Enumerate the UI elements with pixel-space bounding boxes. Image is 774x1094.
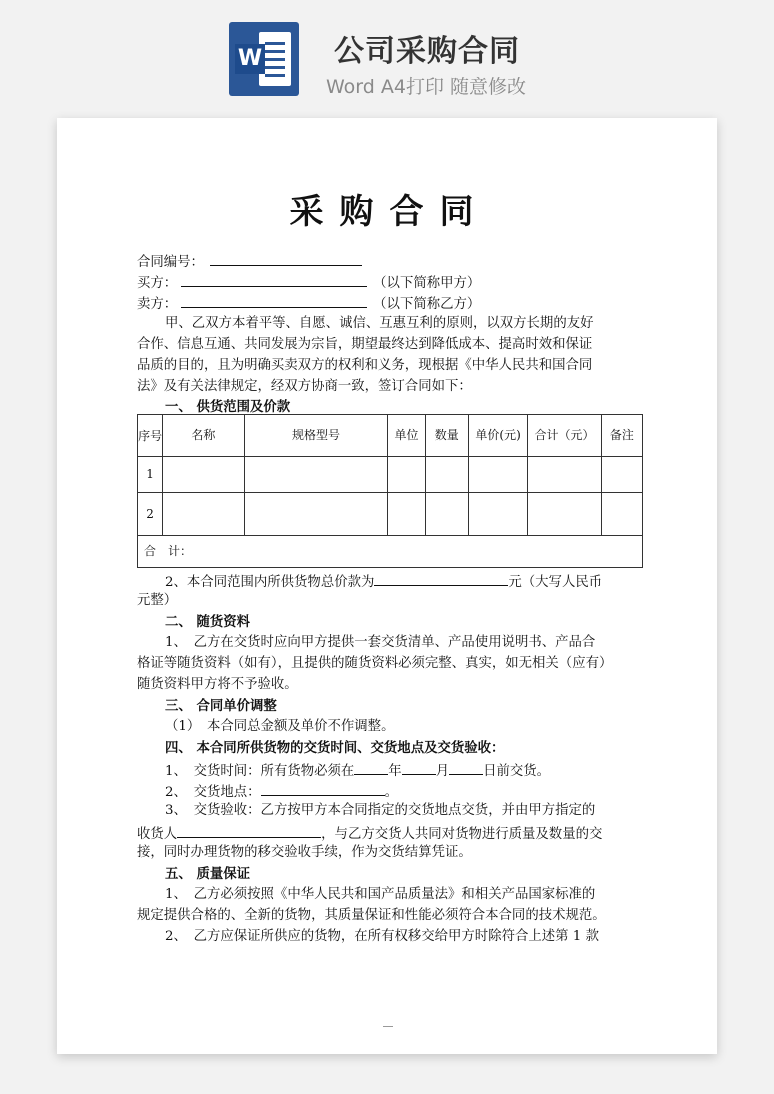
row-number: 1 bbox=[138, 457, 163, 493]
table-header: 规格型号 bbox=[244, 415, 388, 457]
preview-header bbox=[0, 0, 774, 112]
section-heading: 四、 本合同所供货物的交货时间、交货地点及交货验收： bbox=[165, 740, 505, 756]
table-cell[interactable] bbox=[163, 457, 244, 493]
word-letter: W bbox=[235, 44, 265, 74]
delivery-time-label: 1、 交货时间：所有货物必须在 bbox=[165, 764, 355, 779]
seller-note: （以下简称乙方） bbox=[373, 297, 481, 312]
receiver-rest: ，与乙方交货人共同对货物进行质量及数量的交 bbox=[321, 827, 603, 842]
document-page bbox=[57, 118, 717, 1054]
paragraph-line: 1、 乙方必须按照《中华人民共和国产品质量法》和相关产品国家标准的 bbox=[165, 887, 596, 902]
table-cell[interactable] bbox=[468, 493, 527, 536]
month-blank[interactable] bbox=[402, 759, 436, 775]
table-cell[interactable] bbox=[388, 457, 425, 493]
receiver-label: 收货人 bbox=[137, 827, 178, 842]
contract-no-blank[interactable] bbox=[210, 250, 362, 266]
receiver-line bbox=[137, 822, 602, 845]
table-header: 数量 bbox=[425, 415, 468, 457]
total-price-prefix: 2、本合同范围内所供货物总价款为 bbox=[165, 575, 375, 590]
total-price-suffix: 元（大写人民币 bbox=[508, 575, 603, 590]
day-label: 日前交货。 bbox=[483, 764, 551, 779]
table-total-label: 合 计： bbox=[138, 536, 643, 568]
month-label: 月 bbox=[435, 764, 450, 779]
intro-line: 法》及有关法律规定，经双方协商一致，签订合同如下： bbox=[137, 379, 472, 394]
delivery-place-end: 。 bbox=[384, 785, 398, 800]
table-cell[interactable] bbox=[425, 457, 468, 493]
section-heading: 三、 合同单价调整 bbox=[165, 698, 277, 714]
year-label: 年 bbox=[388, 764, 402, 779]
table-cell[interactable] bbox=[601, 457, 642, 493]
total-price-blank[interactable] bbox=[374, 570, 508, 586]
table-header: 合计（元） bbox=[528, 415, 601, 457]
seller-label: 卖方： bbox=[137, 297, 178, 312]
table-row bbox=[138, 493, 643, 536]
table-cell[interactable] bbox=[425, 493, 468, 536]
receiver-blank[interactable] bbox=[177, 822, 321, 838]
table-cell[interactable] bbox=[388, 493, 425, 536]
table-cell[interactable] bbox=[163, 493, 244, 536]
document-title: 采购合同 bbox=[289, 192, 490, 232]
paragraph-line: （1） 本合同总金额及单价不作调整。 bbox=[165, 719, 395, 734]
section-heading: 五、 质量保证 bbox=[165, 866, 251, 882]
total-price-line bbox=[165, 570, 602, 593]
delivery-place-label: 2、 交货地点： bbox=[165, 785, 261, 800]
paragraph-line: 规定提供合格的、全新的货物，其质量保证和性能必须符合本合同的技术规范。 bbox=[137, 908, 606, 923]
table-cell[interactable] bbox=[528, 457, 601, 493]
buyer-blank[interactable] bbox=[181, 271, 367, 287]
section-heading: 一、 供货范围及价款 bbox=[165, 399, 291, 415]
contract-no-line bbox=[137, 250, 362, 273]
paragraph-line: 接，同时办理货物的移交验收手续，作为交货结算凭证。 bbox=[137, 845, 472, 860]
table-cell[interactable] bbox=[601, 493, 642, 536]
paragraph-line: 2、 乙方应保证所供应的货物，在所有权移交给甲方时除符合上述第 1 款 bbox=[165, 929, 599, 944]
seller-line bbox=[137, 292, 480, 315]
delivery-time-line bbox=[165, 759, 550, 782]
table-cell[interactable] bbox=[468, 457, 527, 493]
year-blank[interactable] bbox=[354, 759, 388, 775]
word-app-icon bbox=[229, 22, 299, 96]
goods-table bbox=[137, 414, 643, 568]
table-row bbox=[138, 457, 643, 493]
table-total-row bbox=[138, 536, 643, 568]
table-header: 序号 bbox=[138, 415, 163, 457]
template-title: 公司采购合同 bbox=[334, 34, 520, 69]
page-number-mark bbox=[383, 1026, 393, 1027]
intro-line: 品质的目的，且为明确买卖双方的权利和义务，现根据《中华人民共和国合同 bbox=[137, 358, 593, 373]
template-subtitle: Word A4打印 随意修改 bbox=[326, 76, 527, 98]
table-cell[interactable] bbox=[244, 457, 388, 493]
intro-line: 合作、信息互通、共同发展为宗旨，期望最终达到降低成本、提高时效和保证 bbox=[137, 337, 593, 352]
total-price-line2: 元整） bbox=[137, 593, 178, 608]
section-heading: 二、 随货资料 bbox=[165, 614, 251, 630]
table-header: 备注 bbox=[601, 415, 642, 457]
contract-no-label: 合同编号： bbox=[137, 255, 204, 270]
delivery-place-blank[interactable] bbox=[261, 780, 385, 796]
paragraph-line: 3、 交货验收：乙方按甲方本合同指定的交货地点交货，并由甲方指定的 bbox=[165, 803, 596, 818]
table-cell[interactable] bbox=[528, 493, 601, 536]
buyer-note: （以下简称甲方） bbox=[373, 276, 481, 291]
paragraph-line: 1、 乙方在交货时应向甲方提供一套交货清单、产品使用说明书、产品合 bbox=[165, 635, 596, 650]
paragraph-line: 格证等随货资料（如有），且提供的随货资料必须完整、真实，如无相关（应有） bbox=[137, 656, 613, 671]
table-header: 单位 bbox=[388, 415, 425, 457]
table-header: 单价(元) bbox=[468, 415, 527, 457]
seller-blank[interactable] bbox=[181, 292, 367, 308]
buyer-line bbox=[137, 271, 480, 294]
table-header: 名称 bbox=[163, 415, 244, 457]
row-number: 2 bbox=[138, 493, 163, 536]
table-header-row bbox=[138, 415, 643, 457]
delivery-place-line bbox=[165, 780, 398, 803]
day-blank[interactable] bbox=[449, 759, 483, 775]
table-cell[interactable] bbox=[244, 493, 388, 536]
buyer-label: 买方： bbox=[137, 276, 178, 291]
paragraph-line: 随货资料甲方将不予验收。 bbox=[137, 677, 298, 692]
intro-line: 甲、乙双方本着平等、自愿、诚信、互惠互利的原则，以双方长期的友好 bbox=[165, 316, 594, 331]
